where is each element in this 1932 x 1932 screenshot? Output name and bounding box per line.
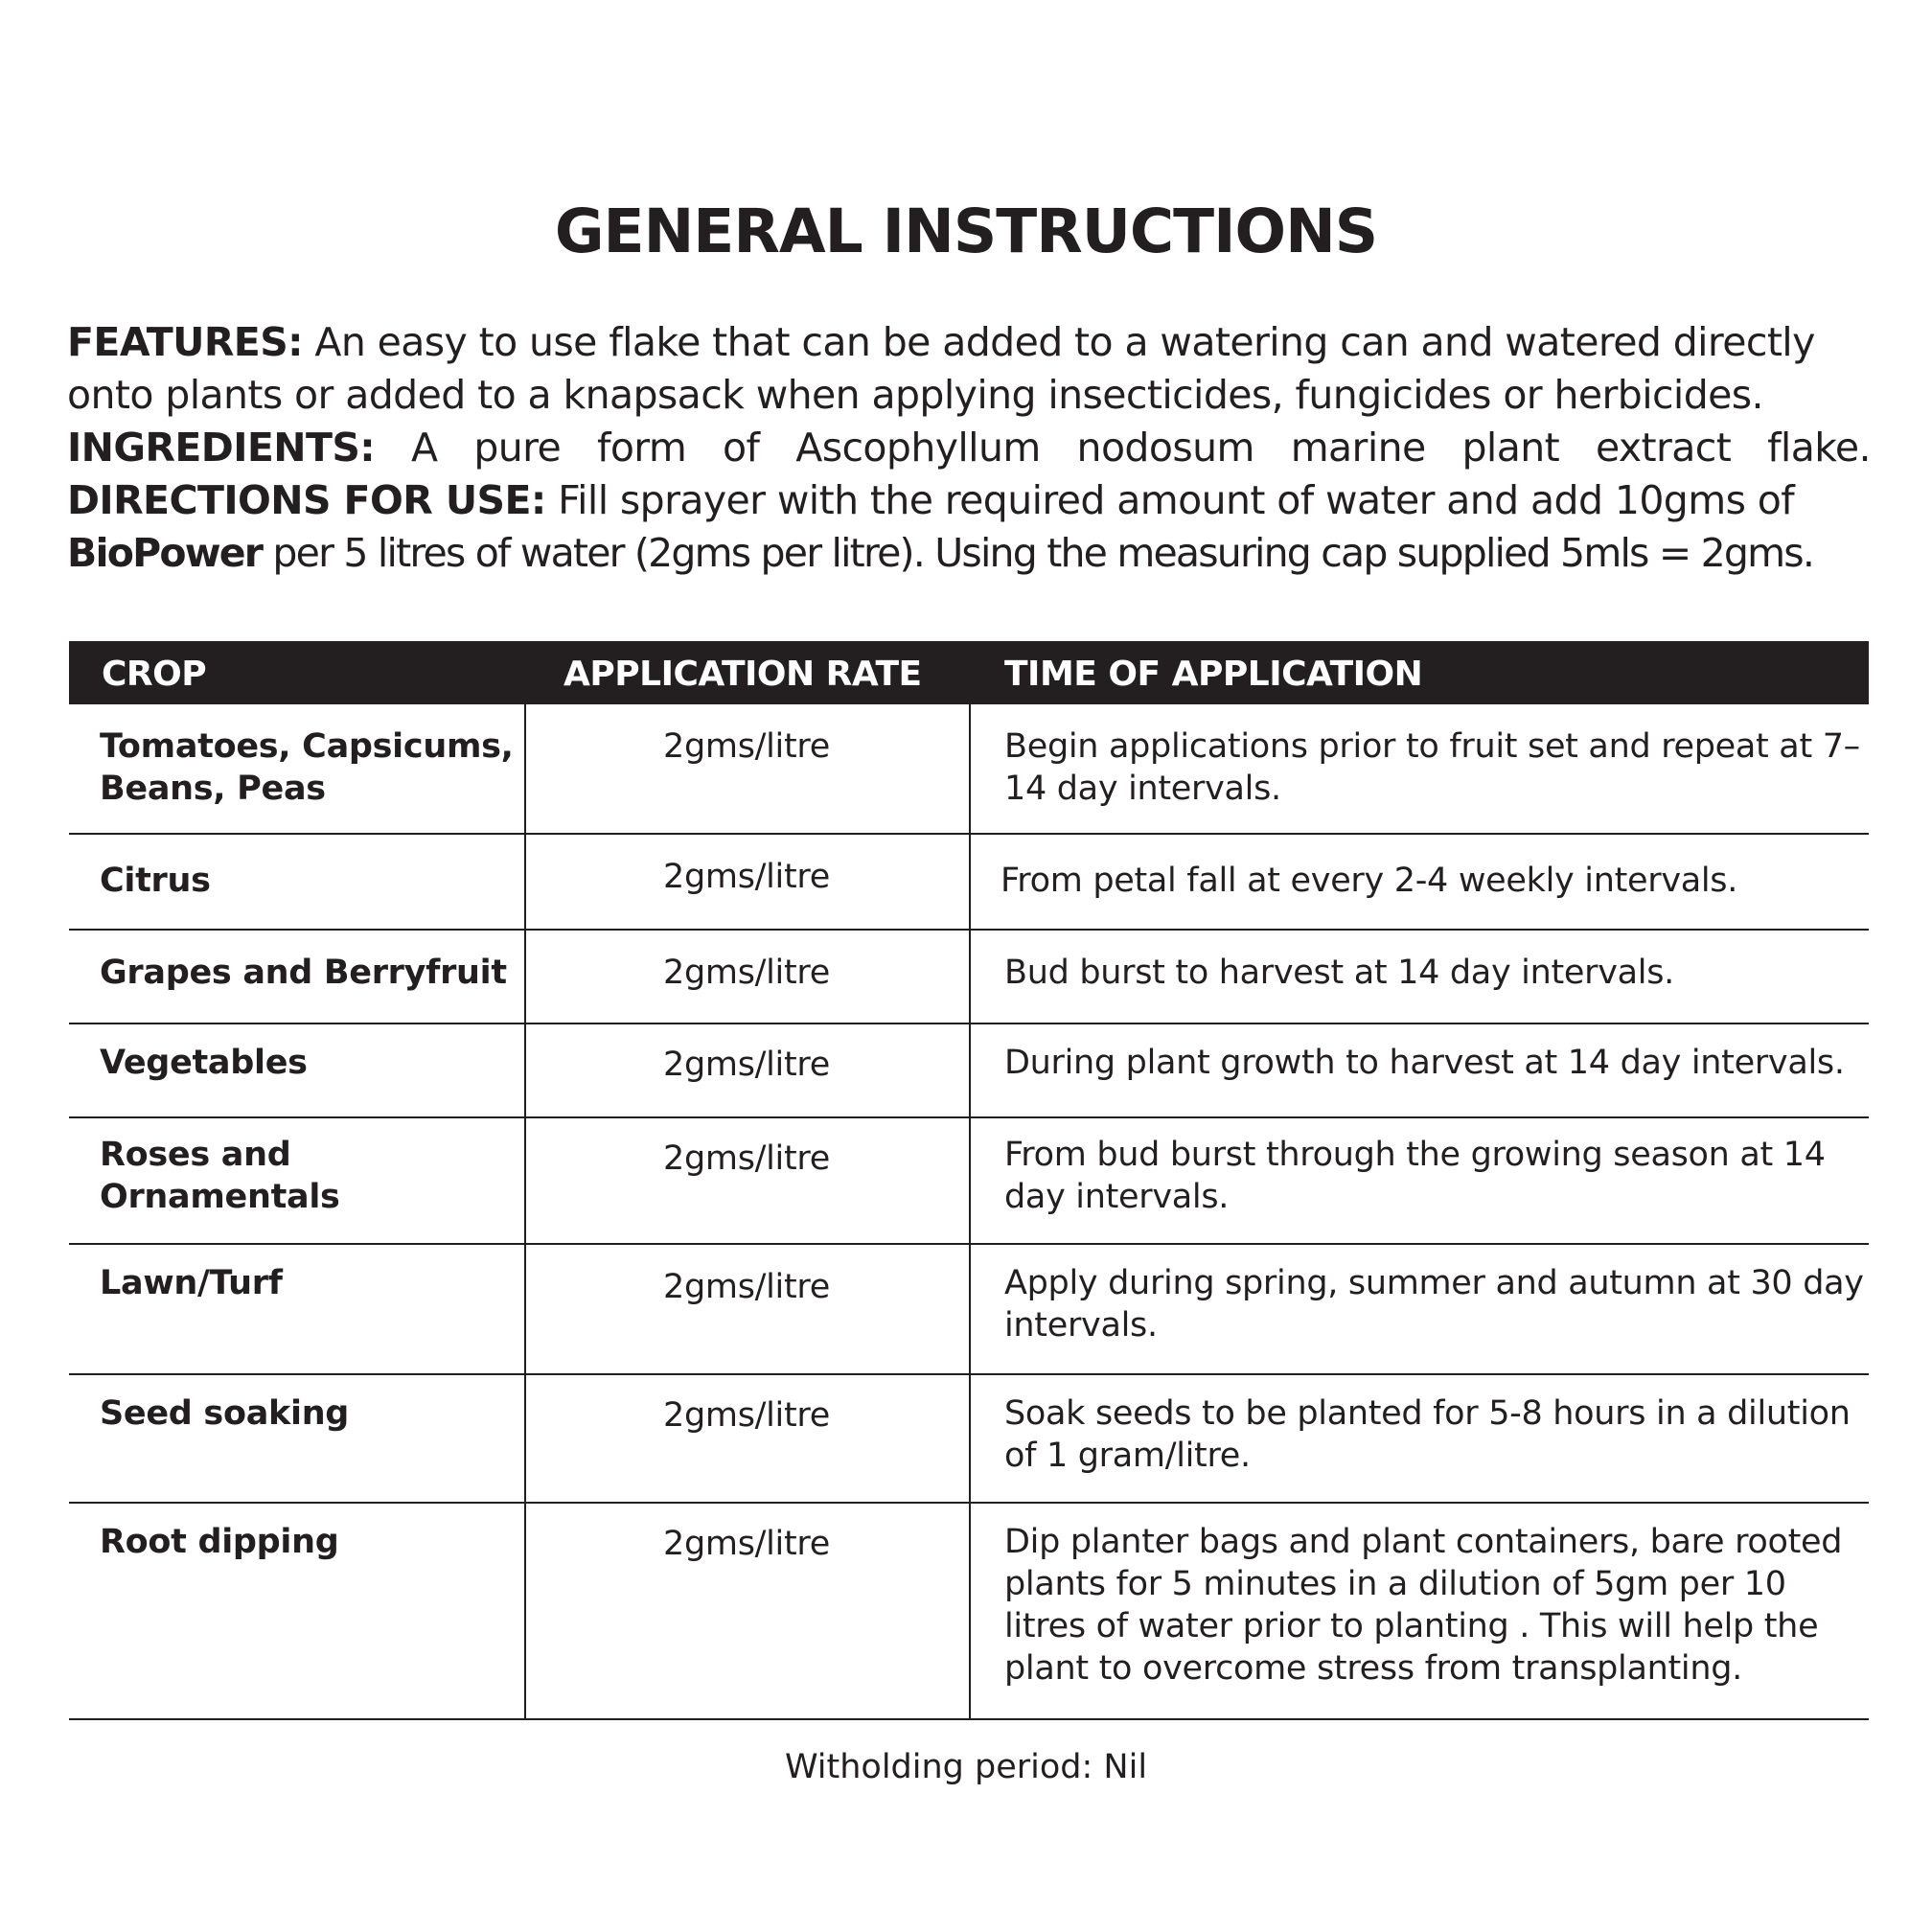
- time-cell: During plant growth to harvest at 14 day intervals.: [1004, 1044, 1845, 1082]
- rate-cell: 2gms/litre: [663, 858, 830, 896]
- ingredients-label: INGREDIENTS:: [67, 425, 376, 471]
- crop-cell: Roses and Ornamentals: [100, 1136, 340, 1216]
- directions-line-1: [67, 474, 1871, 527]
- header-rate: APPLICATION RATE: [564, 655, 922, 694]
- features-line-1: [67, 316, 1871, 369]
- rate-cell: 2gms/litre: [663, 1268, 830, 1306]
- table-row: [69, 1245, 1869, 1375]
- header-crop: CROP: [102, 655, 207, 694]
- features-label: FEATURES:: [67, 319, 303, 365]
- crop-cell: Root dipping: [100, 1523, 339, 1561]
- time-cell: From bud burst through the growing season at 14 day intervals.: [1004, 1136, 1826, 1216]
- crop-cell: Lawn/Turf: [100, 1264, 283, 1302]
- crop-cell: Tomatoes, Capsicums, Beans, Peas: [100, 727, 514, 808]
- withholding-period: Witholding period: Nil: [784, 1748, 1148, 1786]
- time-cell: Bud burst to harvest at 14 day intervals.: [1004, 954, 1674, 992]
- page-title: GENERAL INSTRUCTIONS: [554, 196, 1378, 266]
- table-row: [69, 704, 1869, 835]
- features-line-2: onto plants or added to a knapsack when applying insecticides, fungicides or herbicides.: [67, 372, 1763, 418]
- time-cell: Dip planter bags and plant containers, bare rooted plants for 5 minutes in a dilution of 5gm per 10 litres of water prior to planting . This will help the plant to overcome stress from transplanting.: [1004, 1523, 1843, 1688]
- ingredients-line: [67, 422, 1871, 474]
- crop-cell: Grapes and Berryfruit: [100, 954, 507, 992]
- table-header: [69, 641, 1869, 704]
- table-row: [69, 1504, 1869, 1720]
- rate-cell: 2gms/litre: [663, 1525, 830, 1563]
- ingredients-text: A pure form of Ascophyllum nodosum marine plant extract flake.: [375, 425, 1871, 471]
- time-cell: Soak seeds to be planted for 5-8 hours in a dilution of 1 gram/litre.: [1004, 1394, 1851, 1475]
- crop-cell: Citrus: [100, 862, 211, 900]
- crop-cell: Vegetables: [100, 1044, 308, 1082]
- header-time: TIME OF APPLICATION: [1004, 655, 1423, 694]
- rate-cell: 2gms/litre: [663, 1139, 830, 1178]
- directions-label: DIRECTIONS FOR USE:: [67, 477, 546, 523]
- time-cell: Begin applications prior to fruit set and repeat at 7–14 day intervals.: [1004, 727, 1860, 808]
- crop-cell: Seed soaking: [100, 1394, 350, 1433]
- table-row: [69, 1024, 1869, 1118]
- table-row: [69, 1118, 1869, 1245]
- table-row: [69, 835, 1869, 931]
- rate-cell: 2gms/litre: [663, 954, 830, 992]
- table-row: [69, 931, 1869, 1024]
- product-name: BioPower: [67, 530, 263, 576]
- directions-text-1: Fill sprayer with the required amount of water and add 10gms of: [545, 477, 1795, 523]
- directions-text-2: per 5 litres of water (2gms per litre). Using the measuring cap supplied 5mls = 2gms.: [262, 530, 1814, 576]
- rate-cell: 2gms/litre: [663, 727, 830, 766]
- features-text-1: An easy to use flake that can be added to a watering can and watered directly: [302, 319, 1815, 365]
- time-cell: Apply during spring, summer and autumn at 30 day intervals.: [1004, 1264, 1864, 1345]
- rate-cell: 2gms/litre: [663, 1396, 830, 1435]
- application-table: [69, 641, 1869, 1720]
- table-row: [69, 1375, 1869, 1504]
- intro-text: [67, 316, 1871, 580]
- rate-cell: 2gms/litre: [663, 1046, 830, 1084]
- directions-line-2: [67, 527, 1871, 580]
- time-cell: From petal fall at every 2-4 weekly intervals.: [1000, 862, 1738, 900]
